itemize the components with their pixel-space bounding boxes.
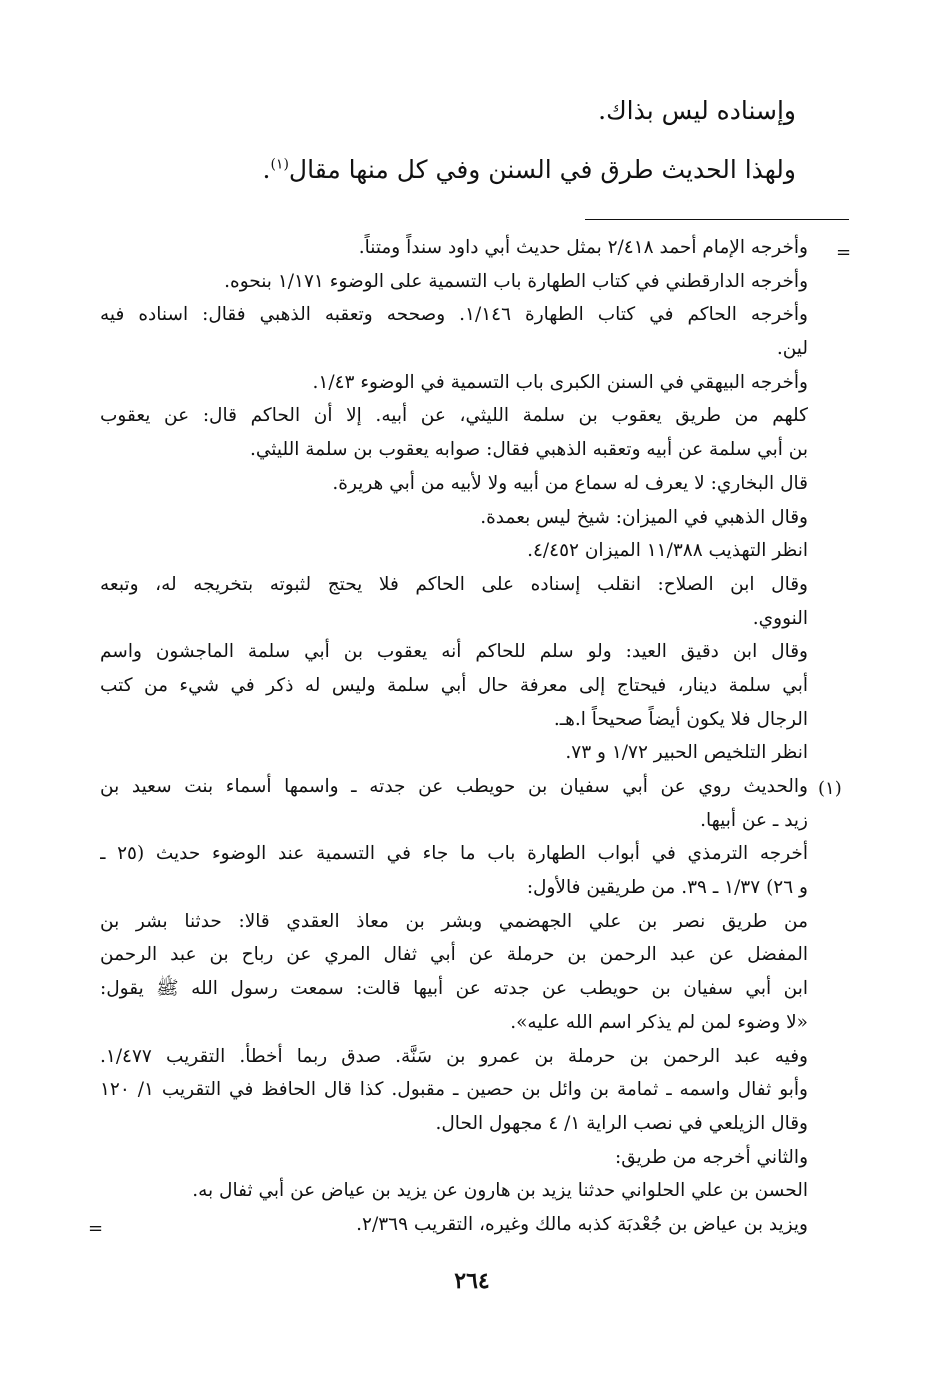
footnote-line: لين. (776, 338, 808, 360)
footnote-line: وقال الذهبي في الميزان: شيخ ليس بعمدة. (480, 506, 808, 528)
footnote-line: وقال ابن الصلاح: انقلب إسناده على الحاكم فلا يحتج لثبوته بتخريجه له، وتبعه (100, 573, 808, 595)
main-text-line-2 (262, 153, 796, 187)
footnote-line: وقال ابن دقيق العيد: ولو سلم للحاكم أنه يعقوب بن أبي سلمة الماجشون واسم (100, 641, 808, 663)
footnote-line: والحديث روي عن أبي سفيان بن حويطب عن جدته ـ واسمها أسماء بنت سعيد بن (100, 776, 808, 797)
footnote-line: وأخرجه الدارقطني في كتاب الطهارة باب التسمية على الوضوء ١/١٧١ بنحوه. (224, 270, 808, 292)
footnote-line: «لا وضوء لمن لم يذكر اسم الله عليه». (510, 1011, 808, 1033)
footnote-line: وأخرجه الإمام أحمد ٢/٤١٨ بمثل حديث أبي داود سنداً ومتناً. (358, 237, 808, 258)
footnote-line: ابن أبي سفيان بن حويطب عن جدته عن أبيها قالت: سمعت رسول الله ﷺ يقول: (100, 978, 808, 1000)
footnote-line: و ٢٦) ١/٣٧ ـ ٣٩. من طريقين فالأول: (526, 877, 808, 899)
footnote-line: أبي سلمة دينار، فيحتاج إلى معرفة حال أبي سلمة وليس له ذكر في شيء من كتب (100, 674, 808, 696)
footnote-line: زيد ـ عن أبيها. (700, 809, 808, 831)
main-text-line-2-end: . (262, 155, 271, 184)
continues-on-next-marker: = (88, 1218, 104, 1239)
footnote-line: وأخرجه الحاكم في كتاب الطهارة ١/١٤٦. وصححه وتعقبه الذهبي فقال: اسناده فيه (100, 304, 808, 326)
footnote-reference-1: (١) (270, 156, 289, 173)
footnote-line: وأخرجه البيهقي في السنن الكبرى باب التسمية في الوضوء ١/٤٣. (312, 371, 808, 393)
main-text-line-2-body: ولهذا الحديث طرق في السنن وفي كل منها مقال (288, 155, 796, 184)
page-number: ٢٦٤ (454, 1268, 490, 1294)
footnote-number-1: (١) (818, 778, 842, 799)
main-text-line-1: وإسناده ليس بذاك. (598, 96, 796, 125)
footnotes (100, 231, 808, 1242)
footnote-line: والثاني أخرجه من طريق: (614, 1146, 808, 1168)
footnote-line: الرجال فلا يكون أيضاً صحيحاً ا.هـ. (553, 708, 808, 730)
footnote-line: ويزيد بن عياض بن جُعْدبَة كذبه مالك وغيره، التقريب ٢/٣٦٩. (356, 1213, 808, 1235)
footnote-line: انظر التلخيص الحبير ١/٧٢ و ٧٣. (565, 742, 808, 764)
continued-from-previous-marker: = (836, 242, 852, 263)
footnote-line: النووي. (752, 607, 808, 629)
footnote-line: كلهم من طريق يعقوب بن سلمة الليثي، عن أبيه. إلا أن الحاكم قال: عن يعقوب (100, 405, 808, 427)
footnote-line: وقال الزيلعي في نصب الراية ١/ ٤ مجهول الحال. (435, 1112, 808, 1134)
footnote-line: انظر التهذيب ١١/٣٨٨ الميزان ٤/٤٥٢. (527, 540, 808, 562)
footnote-separator-rule (585, 219, 849, 220)
footnote-line: بن أبي سلمة عن أبيه وتعقبه الذهبي فقال: صوابه يعقوب بن سلمة الليثي. (250, 439, 808, 461)
footnote-line: المفضل عن عبد الرحمن بن حرملة عن أبي ثفال المري عن رباح بن عبد الرحمن (100, 944, 808, 966)
footnote-line: من طريق نصر بن علي الجهضمي وبشر بن معاذ العقدي قالا: حدثنا بشر بن (100, 910, 808, 932)
footnote-line: وفيه عبد الرحمن بن حرملة بن عمرو بن سَنَّة. صدق ربما أخطأ. التقريب ١/٤٧٧. (100, 1045, 808, 1067)
footnote-line: وأبو ثفال واسمه ـ ثمامة بن وائل بن حصين ـ مقبول. كذا قال الحافظ في التقريب ١/ ١٢٠ (100, 1079, 808, 1101)
footnote-line: قال البخاري: لا يعرف له سماع من أبيه ولا لأبيه من أبي هريرة. (332, 472, 808, 494)
footnote-line: أخرجه الترمذي في أبواب الطهارة باب ما جاء في التسمية عند الوضوء حديث (٢٥ ـ (100, 843, 808, 865)
footnote-line: الحسن بن علي الحلواني حدثنا يزيد بن هارون عن يزيد بن عياض عن أبي ثفال به. (192, 1180, 808, 1202)
